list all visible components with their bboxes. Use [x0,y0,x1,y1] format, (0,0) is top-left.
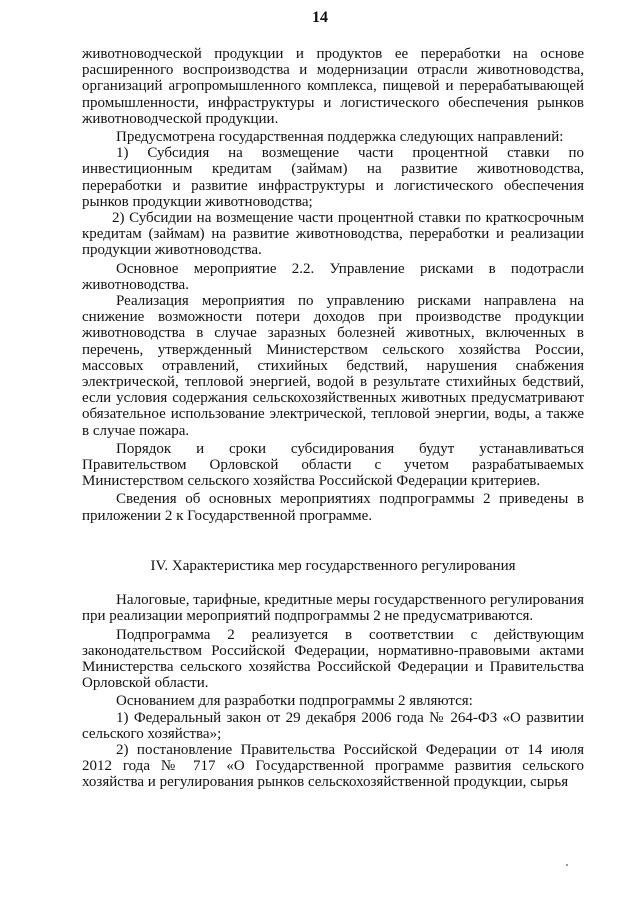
paragraph-continuation: животноводческой продукции и продуктов ее переработки на основе расширенного воспроизводства и модернизации отрасли животноводства, организаций агропромышленного комплекса, пищевой и перерабатывающей промышленности, инфраструктуры и логистического обеспечения рынков животноводческой продукции. [82,46,584,127]
scan-speck [566,864,568,866]
section-heading: IV. Характеристика мер государственного регулирования [150,557,516,574]
paragraph-appendix-reference: Сведения об основных мероприятиях подпрограммы 2 приведены в приложении 2 к Государственной программе. [82,491,584,524]
page-number: 14 [312,9,328,26]
paragraph-legislation: Подпрограмма 2 реализуется в соответствии с действующим законодательством Российской Федерации, нормативно-правовыми актами Министерства сельского хозяйства Российской Федерации и Правительства Орловской области. [82,626,584,692]
paragraph-regulation-measures: Налоговые, тарифные, кредитные меры государственного регулирования при реализации мероприятий подпрограммы 2 не предусматриваются. [82,592,584,625]
paragraph-risk-management: Реализация мероприятия по управлению рисками направлена на снижение возможности потери доходов при производстве продукции животноводства в случае заразных болезней животных, включенных в перечень, утвержденный Министерством сельского хозяйства России, массовых отравлений, стихийных бедствий, нарушения снабжения электрической, тепловой энергией, водой в результате стихийных бедствий, если условия содержания сельскохозяйственных животных предусматривают обязательное использование электрической, тепловой энергии, воды, а также в случае пожара. [82,293,584,439]
list-item-federal-law: 1) Федеральный закон от 29 декабря 2006 года № 264-ФЗ «О развитии сельского хозяйства»; [82,709,584,742]
document-body [82,46,584,791]
paragraph-main-activity: Основное мероприятие 2.2. Управление рисками в подотрасли животноводства. [82,260,584,293]
list-item-subsidy-1: 1) Субсидия на возмещение части процентной ставки по инвестиционным кредитам (займам) на развитие животноводства, переработки и развитие инфраструктуры и логистического обеспечения рынков продукции животноводства; [82,145,584,210]
paragraph-subsidy-procedure: Порядок и сроки субсидирования будут устанавливаться Правительством Орловской области с учетом разрабатываемых Министерством сельского хозяйства Российской Федерации критериев. [82,440,584,490]
paragraph-support-intro: Предусмотрена государственная поддержка следующих направлений: [116,129,564,146]
list-item-government-decree: 2) постановление Правительства Российской Федерации от 14 июля 2012 года № 717 «О Государственной программе развития сельского хозяйства и регулирования рынков сельскохозяйственной продукции, сырья [82,741,584,791]
list-item-subsidy-2: 2) Субсидии на возмещение части процентной ставки по краткосрочным кредитам (займам) на развитие животноводства, переработки и реализации продукции животноводства. [82,210,584,259]
paragraph-grounds-intro: Основанием для разработки подпрограммы 2 являются: [116,693,473,710]
